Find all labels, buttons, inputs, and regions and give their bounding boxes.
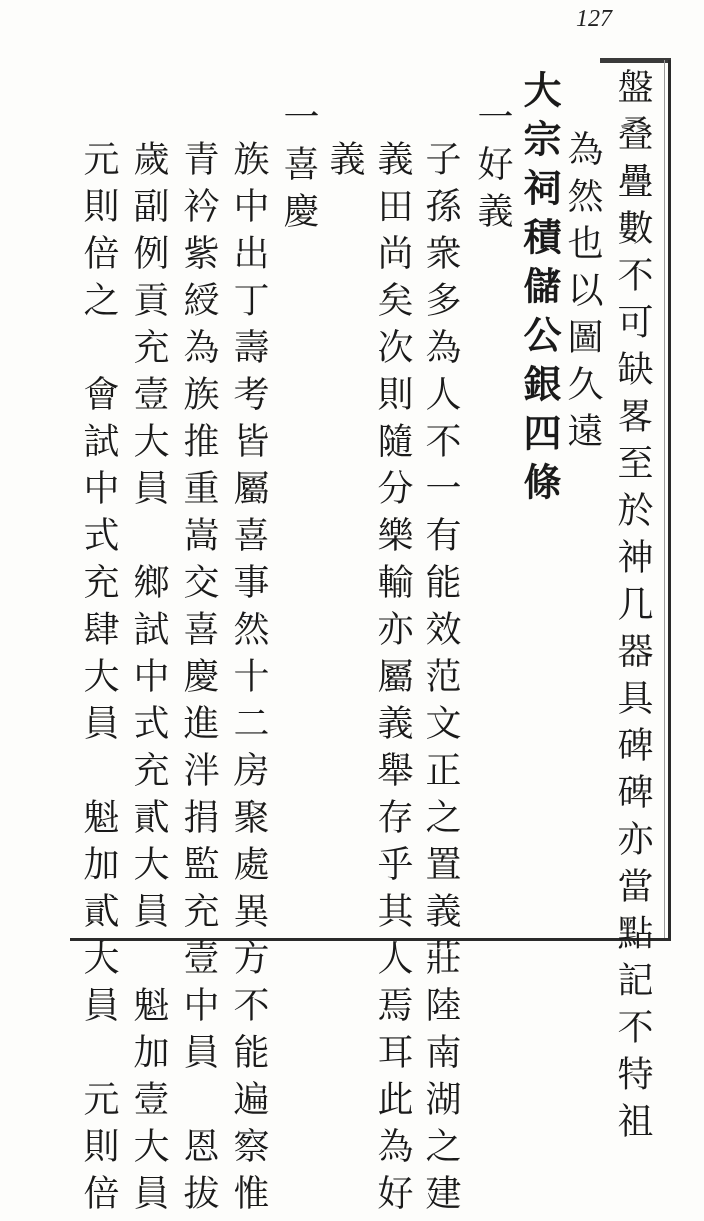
text-column-9: 族中出丁壽考皆屬喜事然十二房聚處異方不能遍察惟 (228, 140, 269, 1221)
text-column-12: 元則倍之 會試中式充肆大員 魁加貳大員 元則倍 (78, 140, 119, 1221)
text-column-5: 子孫衆多為人不一有能效范文正之置義莊陸南湖之建 (420, 140, 461, 1221)
page-number: 127 (576, 6, 612, 32)
text-column-10: 青衿紫綬為族推重嵩交喜慶進泮捐監充壹中員 恩拔 (178, 140, 219, 1221)
text-column-11: 歲副例貢充壹大員 鄉試中式充貳大員 魁加壹大員 (128, 140, 169, 1221)
subheading-xi-qing: 一喜慶 (278, 98, 319, 239)
section-heading: 大宗祠積儲公銀四條 (517, 70, 562, 511)
text-column-6: 義田尚矣次則隨分樂輸亦屬義舉存乎其人焉耳此為好 (372, 140, 413, 1221)
frame-right-shadow (664, 60, 665, 938)
subheading-hao-yi: 一好義 (472, 98, 513, 239)
frame-right-border (668, 60, 671, 938)
text-column-1: 盤叠疊數不可缺畧至於神几器具碑碑亦當點記不特祖 (612, 68, 653, 1149)
frame-top-smudge (600, 58, 671, 63)
text-column-2: 為然也以圖久遠 (562, 130, 603, 459)
text-column-7: 義 (324, 140, 365, 187)
